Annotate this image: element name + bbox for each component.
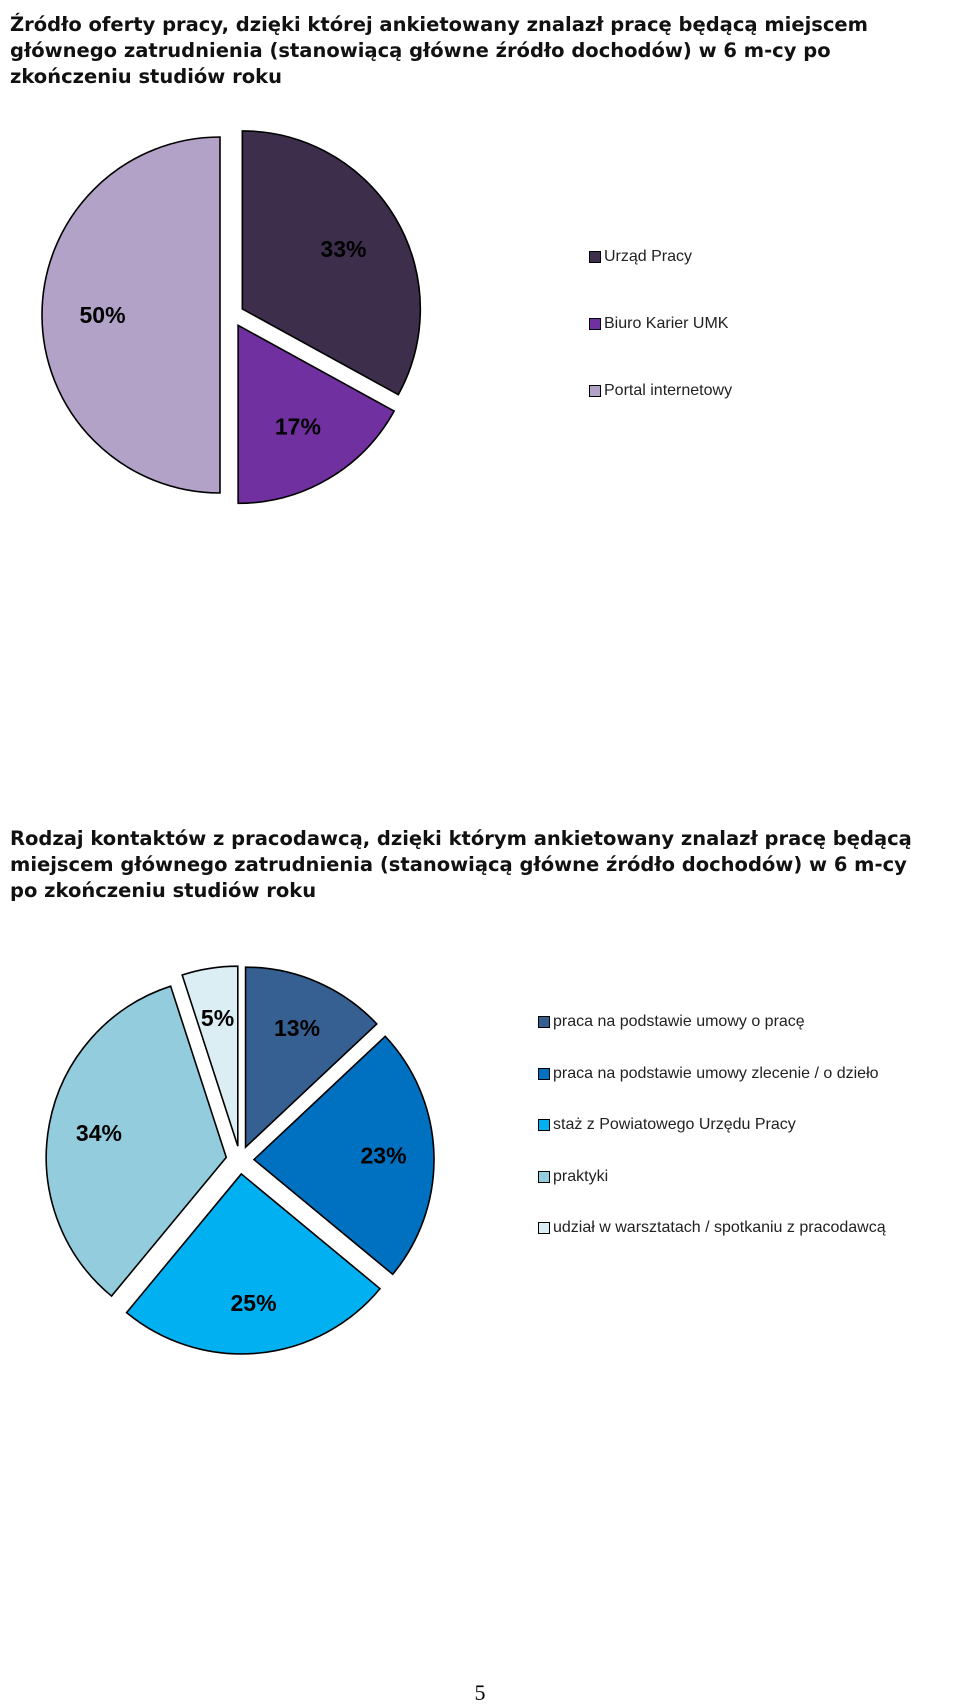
- pie-chart-1: [0, 120, 960, 560]
- data-label-1: 33%: [320, 236, 367, 263]
- legend-item-3: [589, 381, 732, 401]
- chart-2-legend: [538, 1012, 886, 1270]
- legend-item-1: [538, 1012, 886, 1032]
- legend-swatch: [538, 1016, 550, 1028]
- legend-swatch: [538, 1222, 550, 1234]
- legend-swatch: [589, 251, 601, 263]
- legend-item-2: [538, 1064, 886, 1084]
- page-number: 5: [474, 1680, 486, 1705]
- chart-2-title: Rodzaj kontaktów z pracodawcą, dzięki którym ankietowany znalazł pracę będącą miejscem głównego zatrudnienia (stanowiącą główne źródło dochodów) w 6 m-cy po zkończeniu studiów roku: [10, 827, 912, 902]
- legend-label: Portal internetowy: [604, 382, 733, 399]
- legend-swatch: [538, 1068, 550, 1080]
- data-label-3: 25%: [230, 1289, 277, 1316]
- chart-1-legend: [589, 247, 732, 448]
- data-label-2: 17%: [274, 413, 321, 440]
- legend-label: praktyki: [553, 1167, 609, 1185]
- legend-swatch: [538, 1171, 550, 1183]
- chart-1-title: Źródło oferty pracy, dzięki której ankietowany znalazł pracę będącą miejscem głównego zatrudnienia (stanowiącą główne źródło dochodów) w 6 m-cy po zkończeniu studiów roku: [10, 13, 868, 88]
- pie-slice-3: [42, 137, 220, 493]
- legend-item-4: [538, 1167, 886, 1187]
- data-label-2: 23%: [360, 1142, 407, 1169]
- legend-item-3: [538, 1115, 886, 1135]
- legend-swatch: [589, 318, 601, 330]
- legend-item-2: [589, 314, 732, 334]
- data-label-3: 50%: [79, 302, 126, 328]
- data-label-1: 13%: [274, 1015, 321, 1042]
- legend-label: praca na podstawie umowy o pracę: [553, 1013, 805, 1030]
- legend-label: Biuro Karier UMK: [604, 315, 729, 332]
- data-label-4: 34%: [75, 1120, 122, 1147]
- legend-label: Urząd Pracy: [604, 248, 693, 265]
- legend-label: udział w warsztatach / spotkaniu z pracodawcą: [553, 1219, 886, 1236]
- legend-item-1: [589, 247, 732, 267]
- legend-swatch: [538, 1119, 550, 1131]
- data-label-5: 5%: [200, 1005, 235, 1032]
- legend-swatch: [589, 385, 601, 397]
- legend-item-5: [538, 1218, 886, 1238]
- legend-label: praca na podstawie umowy zlecenie / o dzieło: [553, 1064, 879, 1082]
- legend-label: staż z Powiatowego Urzędu Pracy: [553, 1116, 796, 1133]
